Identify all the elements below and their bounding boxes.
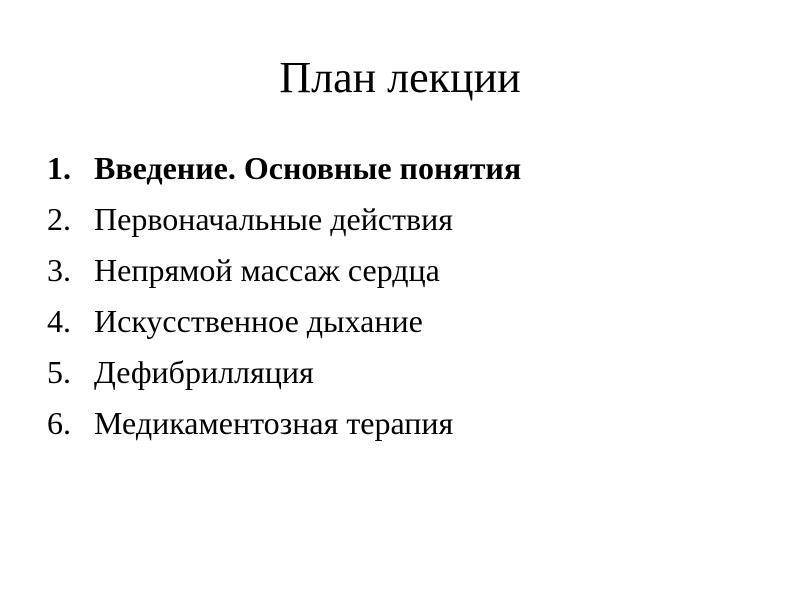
- list-item-artificial-respiration: [47, 299, 767, 350]
- list-item-number: 2.: [47, 201, 71, 237]
- list-item-number: 1.: [47, 150, 71, 186]
- list-item-number: 6.: [47, 405, 71, 441]
- list-item-number: 5.: [47, 354, 71, 390]
- list-item-initial-actions: [47, 197, 767, 248]
- list-item-label: Непрямой массаж сердца: [94, 252, 440, 288]
- slide-title: План лекции: [279, 53, 521, 102]
- list-item-label: Первоначальные действия: [94, 201, 453, 237]
- list-item-label: Искусственное дыхание: [94, 303, 423, 339]
- list-item-chest-compressions: [47, 248, 767, 299]
- list-item-number: 3.: [47, 252, 71, 288]
- list-item-number: 4.: [47, 303, 71, 339]
- list-item-defibrillation: [47, 350, 767, 401]
- list-item-introduction: [47, 146, 767, 197]
- list-item-label: Медикаментозная терапия: [94, 405, 454, 441]
- lecture-plan-list: [47, 146, 767, 452]
- list-item-label: Введение. Основные понятия: [94, 150, 522, 186]
- list-item-drug-therapy: [47, 401, 767, 452]
- list-item-label: Дефибрилляция: [94, 354, 314, 390]
